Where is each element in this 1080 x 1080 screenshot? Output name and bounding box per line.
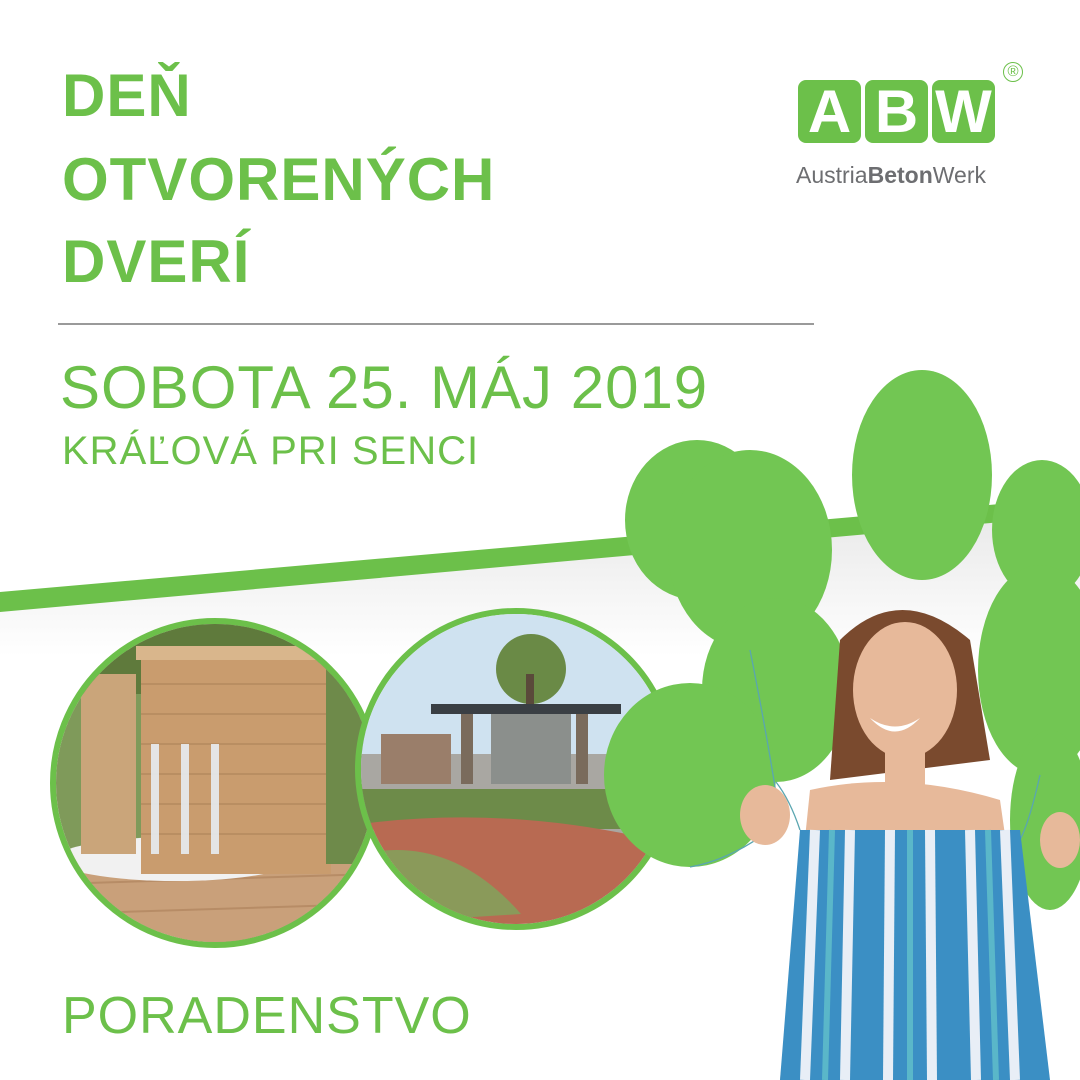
logo-letter-a: A <box>798 80 861 143</box>
registered-mark: ® <box>1003 62 1023 82</box>
balloon <box>604 683 776 867</box>
event-date: SOBOTA 25. MÁJ 2019 <box>60 354 709 421</box>
headline-line-2: OTVORENÝCH <box>62 146 496 213</box>
logo-wordmark: AustriaBetonWerk <box>796 162 987 188</box>
footer-label: PORADENSTVO <box>62 987 472 1045</box>
logo-letter-w: W <box>932 80 995 143</box>
headline-line-1: DEŇ <box>62 62 192 129</box>
balloon <box>852 370 992 580</box>
logo-letter-b: B <box>865 80 928 143</box>
event-location: KRÁĽOVÁ PRI SENCI <box>62 429 480 473</box>
headline-line-3: DVERÍ <box>62 228 251 295</box>
